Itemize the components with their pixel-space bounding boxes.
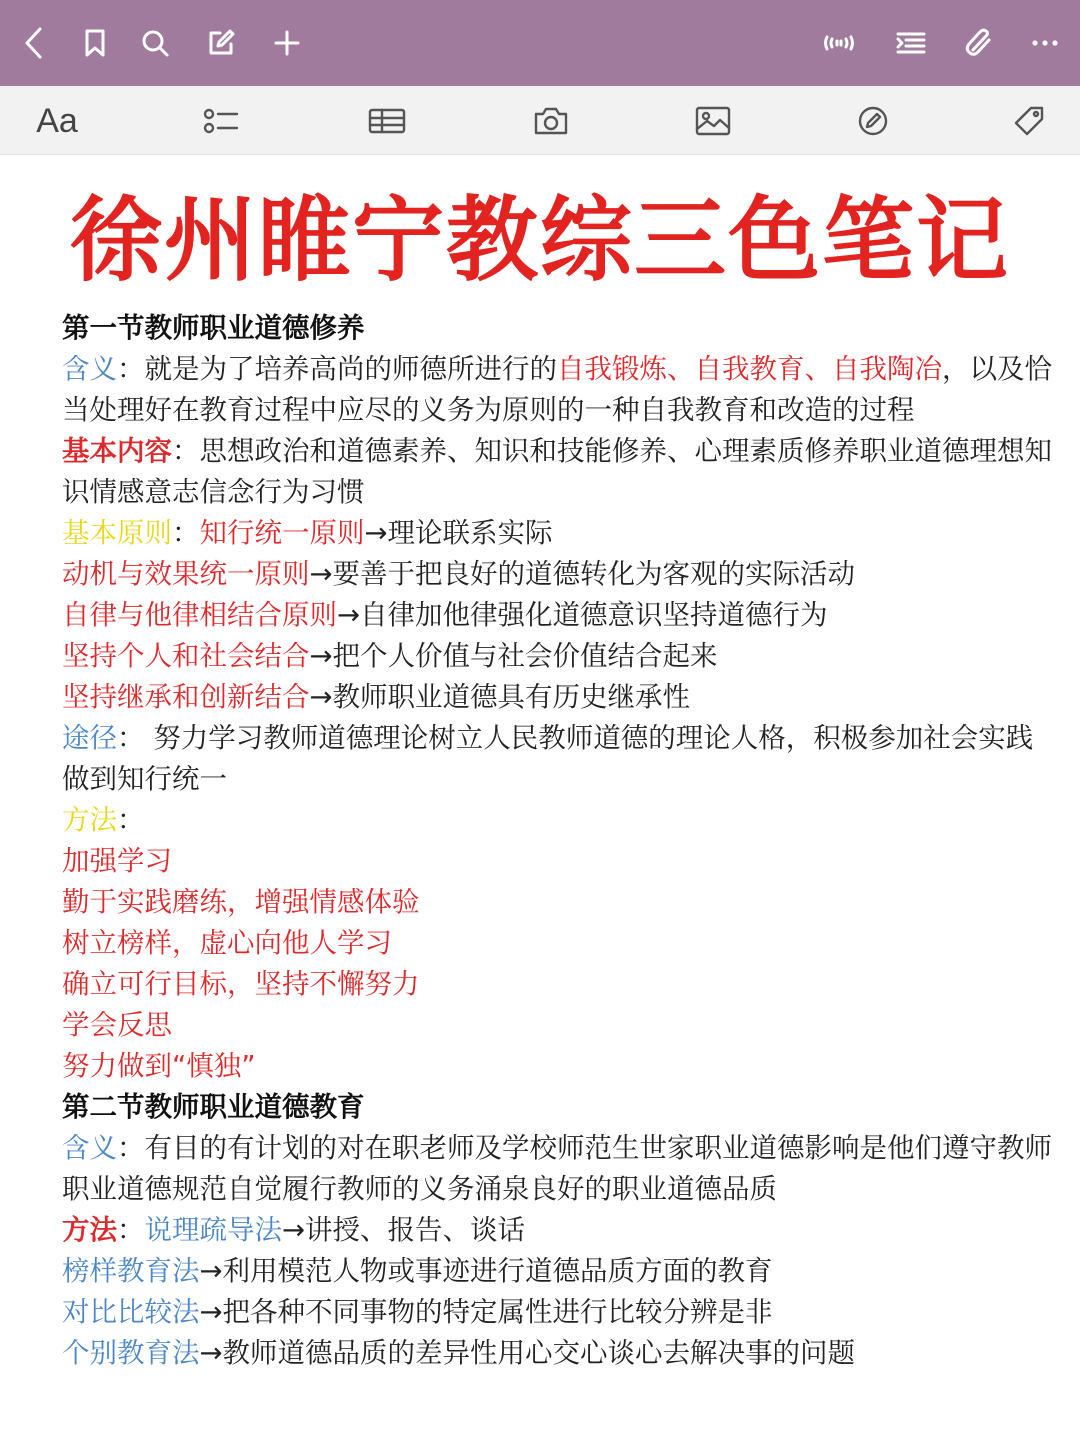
edit-icon[interactable] — [200, 22, 242, 64]
method-item: 确立可行目标，坚持不懈努力 — [62, 968, 420, 1000]
principle-line: 动机与效果统一原则→要善于把良好的道德转化为客观的实际活动 — [62, 558, 856, 590]
method-item: 学会反思 — [62, 1009, 172, 1041]
method-item: 勤于实践磨练，增强情感体验 — [62, 886, 420, 918]
tag-icon[interactable] — [1006, 98, 1052, 144]
pencil-circle-icon[interactable] — [850, 98, 896, 144]
list-icon[interactable] — [890, 22, 932, 64]
format-toolbar — [0, 86, 1080, 155]
principle-line: 坚持个人和社会结合→把个人价值与社会价值结合起来 — [62, 640, 718, 672]
more-icon[interactable] — [1024, 22, 1066, 64]
method-item: 努力做到“慎独” — [62, 1050, 256, 1082]
meaning-label: 含义 — [62, 1132, 117, 1164]
bookmark-icon[interactable] — [74, 22, 116, 64]
content-paragraph: 基本内容：思想政治和道德素养、知识和技能修养、心理素质修养职业道德理想知识情感意志信念行为习惯 — [62, 435, 1052, 508]
edu-method-line: 榜样教育法→利用模范人物或事迹进行道德品质方面的教育 — [62, 1255, 773, 1287]
meaning-paragraph: 含义：有目的有计划的对在职老师及学校师范生世家职业道德影响是他们遵守教师职业道德规范自觉履行教师的义务涌泉良好的职业道德品质 — [62, 1132, 1052, 1205]
principle-label: 基本原则 — [62, 517, 172, 549]
edu-method-line: 对比比较法→把各种不同事物的特定属性进行比较分辨是非 — [62, 1296, 773, 1328]
method-heading: 方法： — [62, 804, 145, 836]
principle-line: 坚持继承和创新结合→教师职业道德具有历史继承性 — [62, 681, 691, 713]
content-label: 基本内容 — [62, 435, 172, 467]
section-heading: 第一节教师职业道德修养 — [62, 312, 365, 344]
edu-method-line: 方法：说理疏导法→讲授、报告、谈话 — [62, 1214, 526, 1246]
method-item: 树立榜样，虚心向他人学习 — [62, 927, 392, 959]
camera-icon[interactable] — [528, 98, 574, 144]
meaning-label: 含义 — [62, 353, 117, 385]
attach-icon[interactable] — [958, 22, 1000, 64]
path-label: 途径 — [62, 722, 117, 754]
audio-icon[interactable] — [818, 22, 860, 64]
method-item: 加强学习 — [62, 845, 172, 877]
app-top-bar — [0, 0, 1080, 86]
meaning-paragraph: 含义：就是为了培养高尚的师德所进行的自我锻炼、自我教育、自我陶冶，以及恰当处理好在教育过程中应尽的义务为原则的一种自我教育和改造的过程 — [62, 353, 1052, 426]
note-body[interactable] — [62, 308, 1052, 1374]
checklist-icon[interactable] — [198, 98, 244, 144]
image-icon[interactable] — [690, 98, 736, 144]
section-heading: 第二节教师职业道德教育 — [62, 1091, 365, 1123]
text-format-label: Aa — [36, 101, 78, 140]
back-icon[interactable] — [14, 22, 56, 64]
path-paragraph: 途径： 努力学习教师道德理论树立人民教师道德的理论人格，积极参加社会实践做到知行统一 — [62, 722, 1034, 795]
note-title: 徐州睢宁教综三色笔记 — [69, 187, 1010, 294]
principle-line: 自律与他律相结合原则→自律加他律强化道德意识坚持道德行为 — [62, 599, 828, 631]
text-format-button[interactable] — [34, 98, 80, 144]
search-icon[interactable] — [134, 22, 176, 64]
edu-method-label: 方法 — [62, 1214, 117, 1246]
edu-method-line: 个别教育法→教师道德品质的差异性用心交心谈心去解决事的问题 — [62, 1337, 856, 1369]
plus-icon[interactable] — [266, 22, 308, 64]
highlight-red: 自我锻炼、自我教育、自我陶冶 — [557, 353, 942, 385]
method-label: 方法 — [62, 804, 117, 836]
principle-line: 基本原则：知行统一原则→理论联系实际 — [62, 517, 553, 549]
table-icon[interactable] — [364, 98, 410, 144]
